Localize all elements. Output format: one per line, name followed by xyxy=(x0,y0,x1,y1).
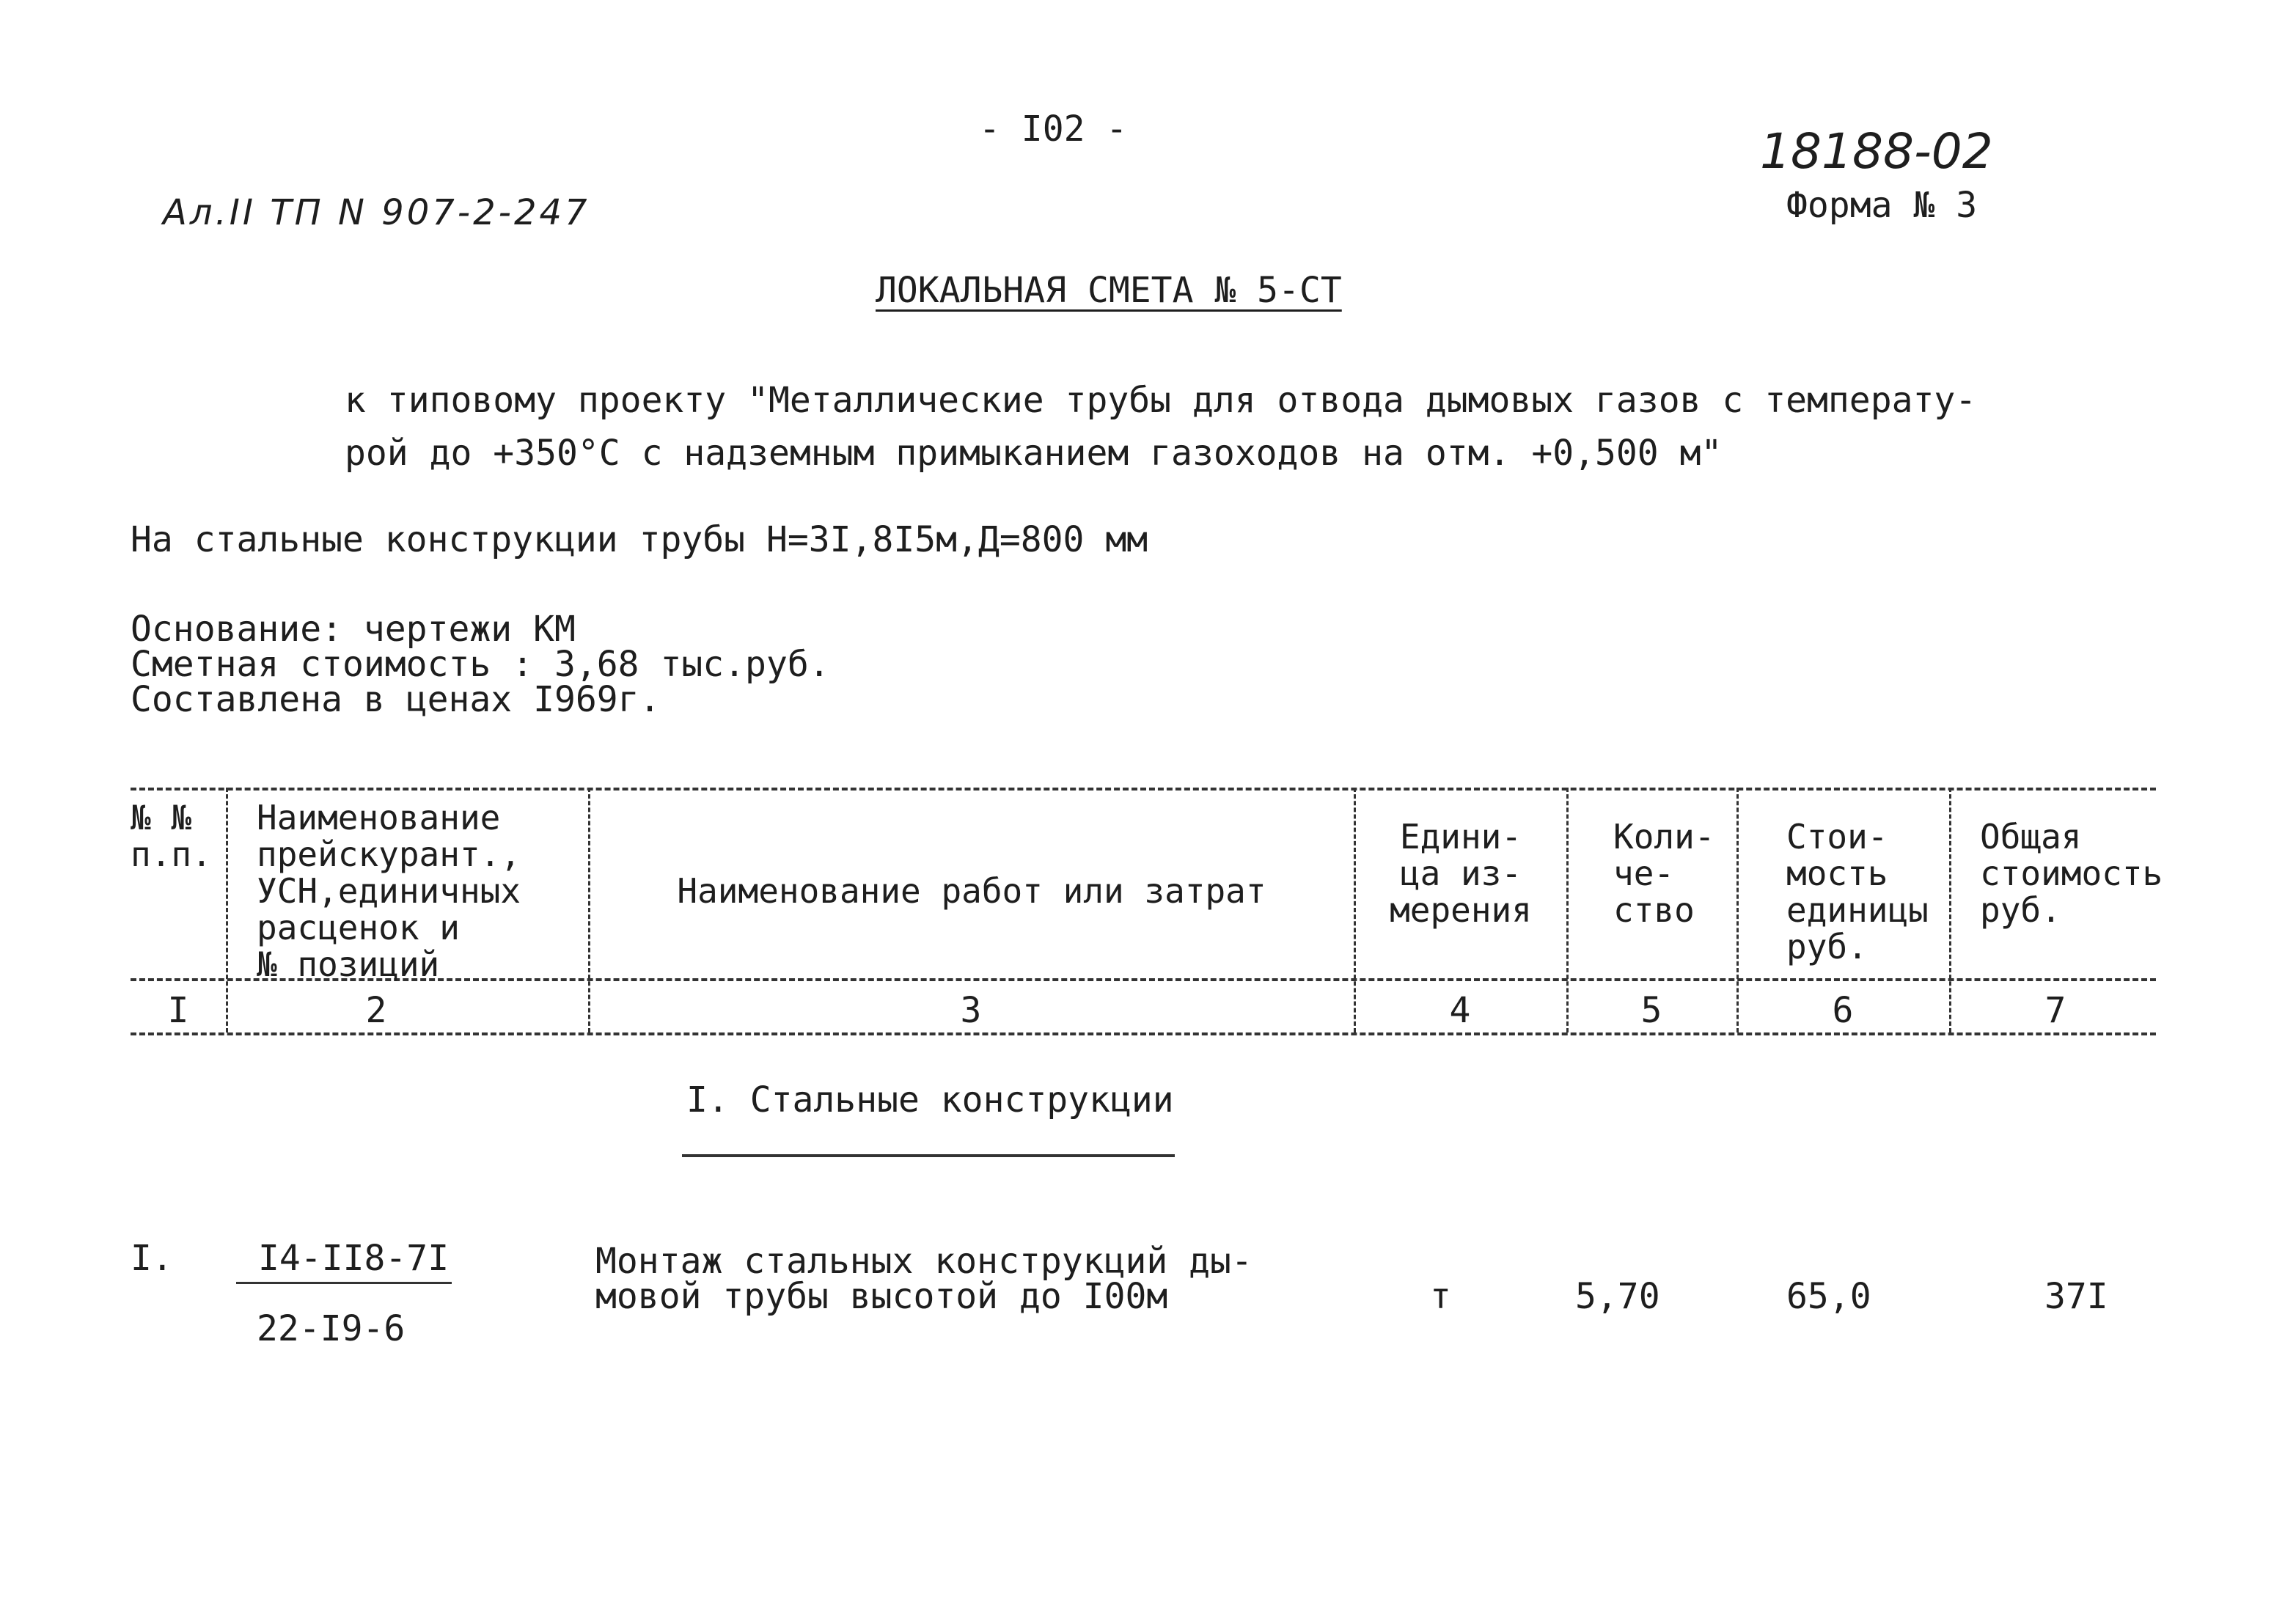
code-fraction-line xyxy=(236,1282,452,1284)
subtitle-line-2: рой до +350°С с надземным примыканием газоходов на отм. +0,500 м" xyxy=(345,433,1723,474)
row-code-bottom: 22-I9-6 xyxy=(257,1308,406,1349)
row-code-top: I4-II8-7I xyxy=(258,1238,450,1279)
row-work-line-1: Монтаж стальных конструкций ды- xyxy=(595,1241,1252,1282)
row-total: 37I xyxy=(2044,1276,2108,1317)
table-numbers-rule xyxy=(131,1032,2156,1035)
row-index: I. xyxy=(131,1238,173,1279)
column-number: I xyxy=(167,990,189,1031)
column-header-price-codes: Наименование прейскурант., УСН,единичных расценок и № позиций xyxy=(257,798,521,984)
estimate-title: ЛОКАЛЬНАЯ СМЕТА № 5-СТ xyxy=(876,270,1342,311)
column-number: 4 xyxy=(1449,990,1471,1031)
row-quantity: 5,70 xyxy=(1575,1276,1660,1317)
column-header-total-cost: Общая стоимость руб. xyxy=(1980,817,2163,930)
column-number: 5 xyxy=(1640,990,1662,1031)
scope-line: На стальные конструкции трубы Н=3I,8I5м,Д=800 мм xyxy=(131,519,1148,560)
column-number: 6 xyxy=(1832,990,1854,1031)
row-work-line-2: мовой трубы высотой до I00м xyxy=(595,1276,1168,1317)
column-header-index: № № п.п. xyxy=(131,798,212,874)
page-number: - I02 - xyxy=(979,109,1128,150)
subtitle-line-1: к типовому проекту "Металлические трубы для отвода дымовых газов с температу- xyxy=(345,380,1977,421)
row-unit: т xyxy=(1430,1276,1451,1317)
row-unit-cost: 65,0 xyxy=(1786,1276,1871,1317)
column-number: 2 xyxy=(365,990,387,1031)
form-label: Форма № 3 xyxy=(1786,185,1978,226)
estimated-cost-line: Сметная стоимость : 3,68 тыс.руб. xyxy=(131,644,830,685)
document-number: 18188-02 xyxy=(1760,123,1993,180)
section-title-underline xyxy=(682,1154,1175,1157)
column-header-work-name: Наименование работ или затрат xyxy=(677,871,1266,911)
column-header-unit: Едини- ца из- мерения xyxy=(1390,817,1532,930)
column-header-quantity: Коли- че- ство xyxy=(1613,817,1715,930)
column-header-unit-cost: Стои- мость единицы руб. xyxy=(1786,817,1929,966)
table-top-rule xyxy=(131,788,2156,791)
handwritten-reference: Ал.II ТП N 907-2-247 xyxy=(163,192,590,233)
column-number: 3 xyxy=(960,990,982,1031)
prices-year-line: Составлена в ценах I969г. xyxy=(131,679,661,720)
basis-line: Основание: чертежи КМ xyxy=(131,609,576,650)
section-title: I. Стальные конструкции xyxy=(686,1079,1174,1120)
column-number: 7 xyxy=(2044,990,2066,1031)
